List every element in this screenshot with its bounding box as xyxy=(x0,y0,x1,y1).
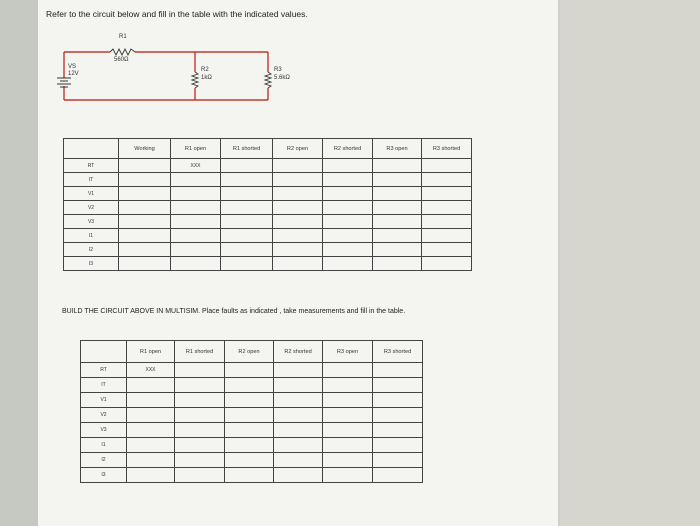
r3-label: R3 xyxy=(274,67,282,73)
table-cell[interactable] xyxy=(175,468,225,483)
table-cell[interactable] xyxy=(373,408,423,423)
table-cell[interactable] xyxy=(373,393,423,408)
table1-row-label-v2: V2 xyxy=(64,201,119,215)
table-cell[interactable] xyxy=(323,257,373,271)
circuit-schematic xyxy=(40,30,340,130)
table-cell[interactable] xyxy=(119,187,171,201)
table-cell[interactable] xyxy=(171,229,221,243)
table-row xyxy=(64,229,472,243)
table1-row-label-i2: I2 xyxy=(64,243,119,257)
build-instruction: BUILD THE CIRCUIT ABOVE IN MULTISIM. Place faults as indicated , take measurements and fill in the table. xyxy=(62,308,406,315)
table1-col-r1-shorted: R1 shorted xyxy=(221,139,273,159)
table-row xyxy=(64,215,472,229)
table-cell[interactable] xyxy=(225,378,274,393)
table-cell[interactable] xyxy=(273,159,323,173)
table-cell[interactable] xyxy=(323,229,373,243)
table1-row-label-rt: RT xyxy=(64,159,119,173)
table-cell[interactable] xyxy=(127,423,175,438)
table-cell[interactable] xyxy=(373,201,422,215)
table-cell[interactable] xyxy=(171,173,221,187)
background-left xyxy=(0,0,40,526)
table2-row-label-i3: I3 xyxy=(81,468,127,483)
table2-row-label-v1: V1 xyxy=(81,393,127,408)
table-cell[interactable] xyxy=(274,393,323,408)
table1-corner xyxy=(64,139,119,159)
table2-col-r1-open: R1 open xyxy=(127,341,175,363)
page-title: Refer to the circuit below and fill in the table with the indicated values. xyxy=(46,9,308,19)
table-cell[interactable] xyxy=(119,229,171,243)
background-right xyxy=(560,0,700,526)
table2-col-r2-open: R2 open xyxy=(225,341,274,363)
table-cell[interactable] xyxy=(373,187,422,201)
table-cell[interactable] xyxy=(323,453,373,468)
table-cell[interactable] xyxy=(373,159,422,173)
table-row xyxy=(64,187,472,201)
table-cell[interactable] xyxy=(273,187,323,201)
table1-row-label-it: IT xyxy=(64,173,119,187)
table-cell[interactable] xyxy=(273,201,323,215)
table-cell[interactable] xyxy=(171,201,221,215)
table-cell[interactable] xyxy=(221,159,273,173)
table-cell[interactable] xyxy=(127,378,175,393)
table-cell[interactable] xyxy=(225,363,274,378)
table-row xyxy=(64,243,472,257)
table-cell[interactable] xyxy=(323,408,373,423)
table-cell[interactable] xyxy=(373,423,423,438)
table-row xyxy=(81,438,423,453)
table-cell[interactable] xyxy=(225,468,274,483)
table-cell[interactable] xyxy=(273,215,323,229)
table-cell[interactable] xyxy=(373,363,423,378)
table-row xyxy=(64,201,472,215)
table2-col-r2-shorted: R2 shorted xyxy=(274,341,323,363)
table-cell[interactable] xyxy=(323,423,373,438)
table-cell[interactable] xyxy=(175,438,225,453)
table-cell[interactable] xyxy=(323,173,373,187)
table1-col-r2-shorted: R2 shorted xyxy=(323,139,373,159)
table-cell[interactable] xyxy=(175,423,225,438)
table-cell[interactable] xyxy=(273,229,323,243)
table-row xyxy=(64,173,472,187)
table2-row-label-v3: V3 xyxy=(81,423,127,438)
table-cell[interactable] xyxy=(422,229,472,243)
table1-row-label-i1: I1 xyxy=(64,229,119,243)
table-cell[interactable] xyxy=(171,187,221,201)
table-cell[interactable] xyxy=(119,201,171,215)
table2-col-r3-open: R3 open xyxy=(323,341,373,363)
table-cell[interactable] xyxy=(127,453,175,468)
r3-value: 5.6kΩ xyxy=(274,75,290,81)
table-cell[interactable] xyxy=(274,378,323,393)
table-cell[interactable] xyxy=(323,201,373,215)
table-cell[interactable] xyxy=(373,229,422,243)
table2-row-label-i1: I1 xyxy=(81,438,127,453)
table-row xyxy=(81,363,423,378)
table2-corner xyxy=(81,341,127,363)
table-cell[interactable] xyxy=(323,378,373,393)
table-cell[interactable] xyxy=(127,438,175,453)
table-cell[interactable] xyxy=(119,173,171,187)
table-cell[interactable] xyxy=(175,378,225,393)
table-cell[interactable] xyxy=(221,243,273,257)
table-cell[interactable] xyxy=(175,453,225,468)
table1-col-r3-open: R3 open xyxy=(373,139,422,159)
table-cell[interactable] xyxy=(225,408,274,423)
table2-marked-cell: XXX xyxy=(127,363,175,378)
table-cell[interactable] xyxy=(119,215,171,229)
source-value: 12V xyxy=(68,71,79,77)
r1-label: R1 xyxy=(119,34,127,40)
table-cell[interactable] xyxy=(221,201,273,215)
table-cell[interactable] xyxy=(323,215,373,229)
table-row xyxy=(81,378,423,393)
table-cell[interactable] xyxy=(323,393,373,408)
table-cell[interactable] xyxy=(127,468,175,483)
table1-col-working: Working xyxy=(119,139,171,159)
r2-value: 1kΩ xyxy=(201,75,212,81)
table-cell[interactable] xyxy=(373,257,422,271)
table-cell[interactable] xyxy=(119,243,171,257)
table2-header-row xyxy=(81,341,423,363)
table-cell[interactable] xyxy=(323,468,373,483)
results-table-2 xyxy=(80,340,423,483)
table-row xyxy=(81,393,423,408)
table-cell[interactable] xyxy=(373,243,422,257)
table1-col-r2-open: R2 open xyxy=(273,139,323,159)
results-table-1 xyxy=(63,138,472,271)
table-cell[interactable] xyxy=(119,257,171,271)
r2-label: R2 xyxy=(201,67,209,73)
table1-header-row xyxy=(64,139,472,159)
table-row xyxy=(64,257,472,271)
table-cell[interactable] xyxy=(373,173,422,187)
table1-row-label-i3: I3 xyxy=(64,257,119,271)
table-cell[interactable] xyxy=(171,243,221,257)
table-cell[interactable] xyxy=(373,378,423,393)
table-cell[interactable] xyxy=(221,215,273,229)
table-cell[interactable] xyxy=(373,215,422,229)
table1-row-label-v3: V3 xyxy=(64,215,119,229)
table-cell[interactable] xyxy=(323,187,373,201)
table-cell[interactable] xyxy=(422,173,472,187)
table-cell[interactable] xyxy=(422,257,472,271)
table-cell[interactable] xyxy=(422,201,472,215)
table2-col-r3-shorted: R3 shorted xyxy=(373,341,423,363)
table-cell[interactable] xyxy=(273,243,323,257)
table-cell[interactable] xyxy=(323,438,373,453)
table-cell[interactable] xyxy=(221,229,273,243)
source-label: VS xyxy=(68,64,77,70)
table-cell[interactable] xyxy=(127,393,175,408)
table-cell[interactable] xyxy=(171,215,221,229)
table-cell[interactable] xyxy=(274,363,323,378)
table-row xyxy=(81,468,423,483)
table-cell[interactable] xyxy=(221,173,273,187)
table-cell[interactable] xyxy=(422,159,472,173)
table-cell[interactable] xyxy=(175,408,225,423)
table1-row-label-v1: V1 xyxy=(64,187,119,201)
table-cell[interactable] xyxy=(221,187,273,201)
table-cell[interactable] xyxy=(422,215,472,229)
table-cell[interactable] xyxy=(323,159,373,173)
table-row xyxy=(81,408,423,423)
table1-col-r3-shorted: R3 shorted xyxy=(422,139,472,159)
table2-row-label-i2: I2 xyxy=(81,453,127,468)
table2-row-label-rt: RT xyxy=(81,363,127,378)
table1-marked-cell: XXX xyxy=(171,159,221,173)
table-cell[interactable] xyxy=(274,408,323,423)
table-row xyxy=(64,159,472,173)
table-cell[interactable] xyxy=(373,468,423,483)
table-cell[interactable] xyxy=(175,393,225,408)
table-row xyxy=(81,453,423,468)
r1-value: 560Ω xyxy=(114,57,129,63)
table-cell[interactable] xyxy=(225,453,274,468)
table-cell[interactable] xyxy=(273,257,323,271)
table-row xyxy=(81,423,423,438)
table-cell[interactable] xyxy=(119,159,171,173)
table2-col-r1-shorted: R1 shorted xyxy=(175,341,225,363)
table-cell[interactable] xyxy=(274,453,323,468)
table-cell[interactable] xyxy=(171,257,221,271)
table-cell[interactable] xyxy=(225,393,274,408)
table-cell[interactable] xyxy=(225,423,274,438)
table2-row-label-v2: V2 xyxy=(81,408,127,423)
table-cell[interactable] xyxy=(323,243,373,257)
table-cell[interactable] xyxy=(274,423,323,438)
table-cell[interactable] xyxy=(373,438,423,453)
table-cell[interactable] xyxy=(221,257,273,271)
table-cell[interactable] xyxy=(422,187,472,201)
table-cell[interactable] xyxy=(422,243,472,257)
table-cell[interactable] xyxy=(274,438,323,453)
circuit-diagram xyxy=(40,30,340,130)
table-cell[interactable] xyxy=(225,438,274,453)
table-cell[interactable] xyxy=(274,468,323,483)
table-cell[interactable] xyxy=(323,363,373,378)
table2-row-label-it: IT xyxy=(81,378,127,393)
table1-col-r1-open: R1 open xyxy=(171,139,221,159)
table-cell[interactable] xyxy=(273,173,323,187)
table-cell[interactable] xyxy=(373,453,423,468)
table-cell[interactable] xyxy=(175,363,225,378)
table-cell[interactable] xyxy=(127,408,175,423)
